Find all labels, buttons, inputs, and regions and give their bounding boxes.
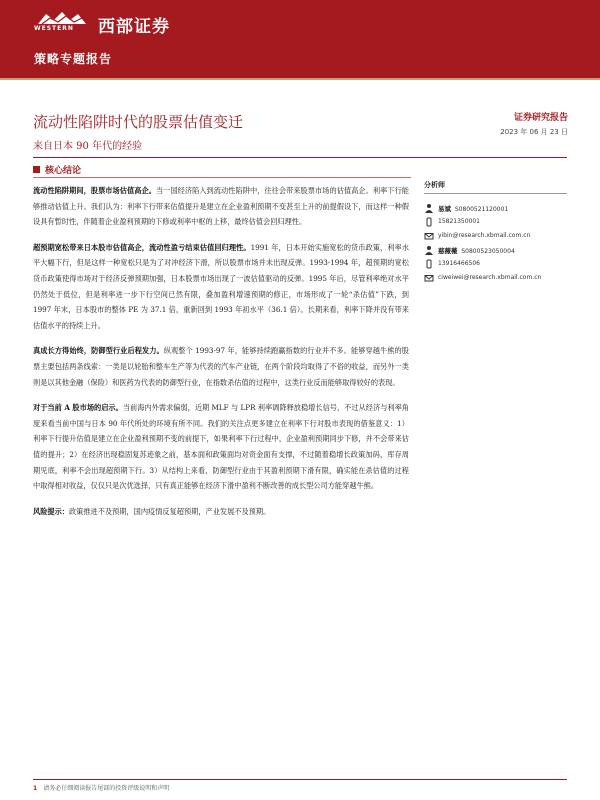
paragraph-text: 1991 年，日本开始实施宽松的货币政策，利率水平大幅下行，但是这样一种宽松只是为了对冲经济下滑，所以股票市场并未出现反弹。1993-1994 年，超预期的宽松货币政策使得市场对于经济反弹预期加强，日本股票市场出现了一波估值驱动的反弹。1995 年后，尽管利率绝对水平仍然处于低位，但是利率进一步下行空间已然有限，叠加盈利增速预期的修正，市场形成了一轮“杀估值”下跌，到 1997 年末，日本股市的整体 PE 为 37.1 倍，重新回到 1993 年初水平（36.1 倍）。长期来看，利率下降并没有带来估值水平的持续上升。	[33, 242, 409, 330]
paragraph-lead: 风险提示：	[33, 506, 69, 516]
report-category: 策略专题报告	[34, 52, 113, 66]
phone-icon	[424, 259, 434, 269]
report-title: 流动性陷阱时代的股票估值变迁	[33, 113, 244, 131]
paragraph-text: 政策推进不及预期，国内疫情反复超预期，产业发展不及预期。	[68, 506, 271, 516]
analyst-phone: 15821350001	[438, 218, 480, 225]
analyst-email[interactable]: yibin@research.xbmail.com.cn	[438, 232, 531, 239]
section-heading: 核心结论	[45, 166, 82, 176]
person-icon	[424, 245, 434, 255]
person-icon	[424, 203, 434, 213]
analyst-name-row	[424, 202, 567, 216]
header-divider	[0, 78, 600, 80]
page-footer	[33, 783, 169, 792]
page-number: 1	[33, 785, 38, 792]
title-divider	[33, 157, 567, 158]
core-conclusions-body	[33, 183, 409, 529]
company-logo	[36, 10, 88, 36]
mail-icon	[424, 273, 434, 283]
paragraph-lead: 对于当前 A 股市场的启示。	[33, 403, 123, 413]
analyst-phone: 13916466506	[438, 260, 480, 267]
report-type-label: 证券研究报告	[513, 113, 568, 123]
paragraph-text: 当一国经济陷入到流动性陷阱中，往往会带来股票市场的估值高企。利率下行能够推动估值上升。我们认为：利率下行带来估值提升是建立在企业盈利预期不变甚至上升的前提假设下，而这样一种假设具有暂时性，伴随着企业盈利预期的下修或利率中枢的上移，最终估值会回归理性。	[33, 186, 409, 227]
analyst-email-row	[424, 272, 567, 286]
footer-disclaimer[interactable]: 请务必仔细阅读报告尾部的投资评级说明和声明	[43, 785, 170, 792]
paragraph	[33, 183, 409, 230]
analyst-name-row	[424, 244, 567, 258]
paragraph-lead: 超预期宽松带来日本股市估值高企，流动性盈亏结束估值回归理性。	[33, 242, 251, 252]
brand-name-cn: 西部证券	[98, 17, 170, 37]
phone-icon	[424, 217, 434, 227]
brand-name-en: WESTERN	[34, 25, 74, 32]
analyst-divider	[424, 193, 567, 194]
risk-warning	[33, 504, 409, 520]
analyst-heading: 分析师	[424, 181, 445, 189]
analyst-phone-row	[424, 258, 567, 272]
section-divider	[33, 177, 411, 178]
report-subtitle: 来自日本 90 年代的经验	[33, 141, 143, 152]
analyst-cert-number: S0800523050004	[461, 248, 515, 255]
analyst-cert-number: S0800521120001	[454, 206, 509, 213]
analyst-name: 慈薇薇	[438, 247, 458, 255]
brand-header	[0, 0, 600, 78]
analyst-email-row	[424, 230, 567, 244]
paragraph-lead: 流动性陷阱期间，股票市场估值高企。	[33, 186, 156, 195]
paragraph-lead: 真成长方得始终，防御型行业后程发力。	[33, 346, 164, 356]
paragraph-text: 当前海内外需求偏弱，近期 MLF 与 LPR 利率调降释放稳增长信号，不过从经济与利率角度来看当前中国与日本 90 年代所处的环境有所不同。我们的关注点更多建立在利率下行对股市表现的借鉴意义：1）利率下行提升估值是建立在企业盈利预期不变的前提下，如果利率下行过程中，企业盈利预期同步下修，并不会带来估值的提升；2）在经济出现稳固复苏迹象之前，基本面和政策面均对资金面有支撑，不过随着稳增长政策加码，库存周期见底，利率不会出现超预期下行。3）从结构上来看，防御型行业由于其盈利预期下滑有限，确实能在杀估值的过程中取得相对收益，仅仅只是次优选择，只有真正能够在经济下滑中盈利不断改善的成长型公司方能穿越牛熊。	[33, 403, 409, 491]
section-bullet-icon	[33, 166, 40, 173]
analyst-email[interactable]: ciweiwei@research.xbmail.com.cn	[438, 274, 542, 281]
mail-icon	[424, 231, 434, 241]
paragraph	[33, 343, 409, 390]
report-date: 2023 年 06 月 23 日	[500, 128, 568, 136]
analyst-panel	[424, 180, 567, 286]
paragraph	[33, 240, 409, 334]
paragraph-text: 纵观整个 1993-97 年，能够持续跑赢指数的行业并不多。能够穿越牛熊的股票主要包括两条线索：一类是以轮胎和整车生产等为代表的汽车产业链，在两个阶段均取得了不俗的收益，而另外一类则是以其他金融（保险）和医药为代表的防御型行业，在指数杀估值的过程中，这类行业反而能够取得较好的表现。	[33, 346, 409, 387]
paragraph	[33, 400, 409, 494]
analyst-name: 易斌	[438, 205, 451, 213]
analyst-phone-row	[424, 216, 567, 230]
footer-divider	[33, 779, 567, 780]
